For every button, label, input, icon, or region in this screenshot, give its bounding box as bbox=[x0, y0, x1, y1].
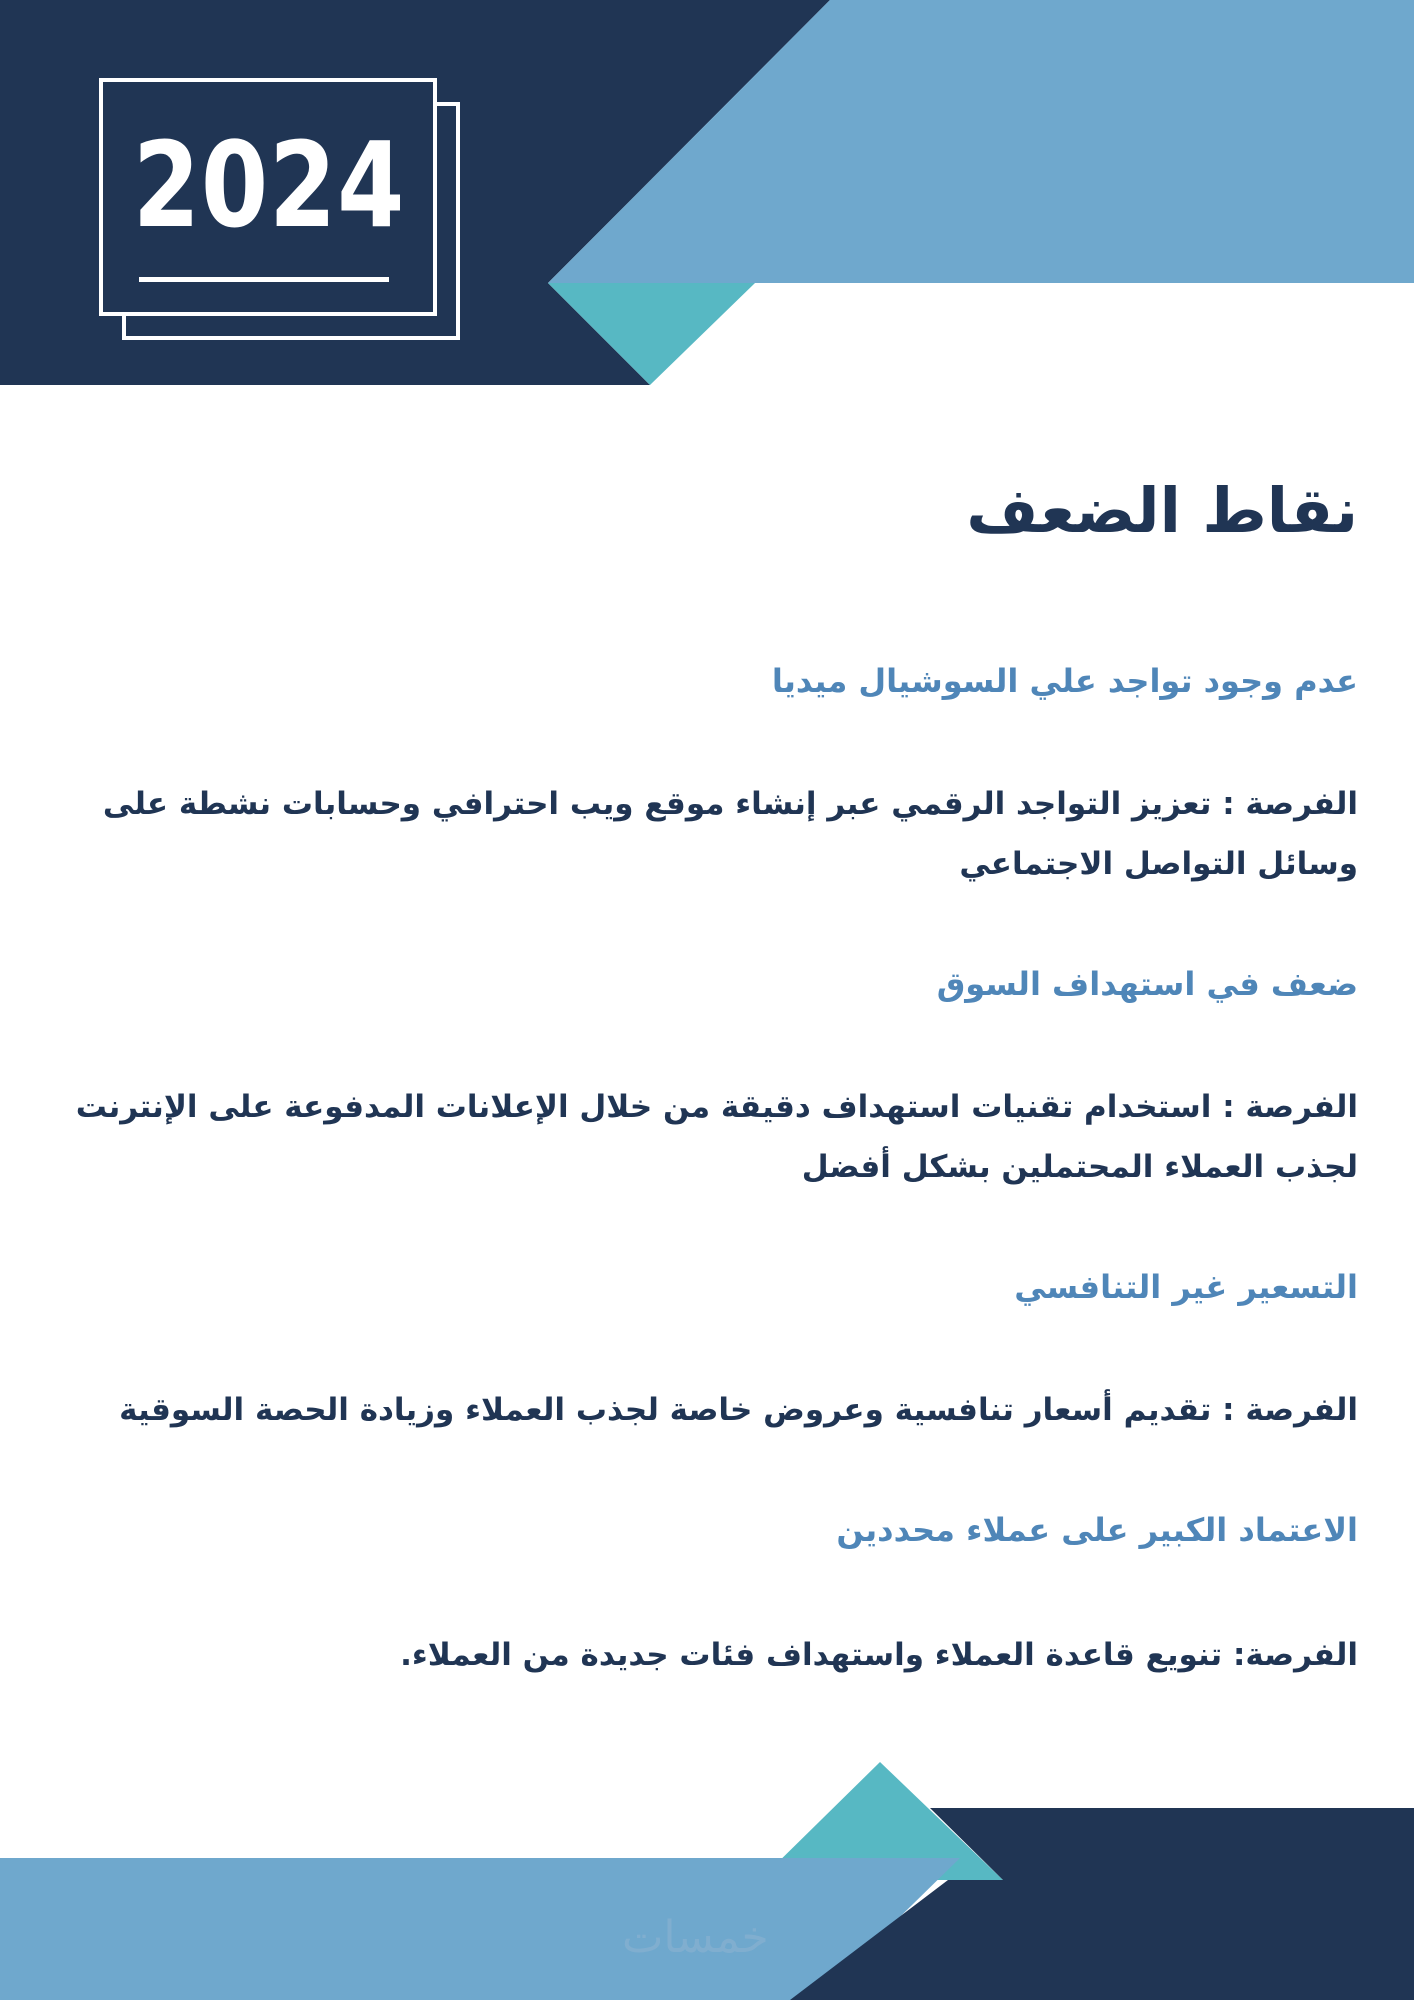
section-opportunity-market-targeting: الفرصة : استخدام تقنيات استهداف دقيقة من خلال الإعلانات المدفوعة على الإنترنت لجذب العملاء المحتملين بشكل أفضل bbox=[75, 1089, 1358, 1185]
footer-lightblue-shape bbox=[0, 1858, 960, 2000]
year-underline bbox=[139, 277, 389, 282]
year-label: 2024 bbox=[132, 116, 406, 254]
year-badge bbox=[99, 78, 437, 316]
section-opportunity-pricing: الفرصة : تقديم أسعار تنافسية وعروض خاصة لجذب العملاء وزيادة الحصة السوقية bbox=[119, 1392, 1358, 1428]
section-heading-pricing: التسعير غير التنافسي bbox=[1014, 1268, 1358, 1306]
section-opportunity-client-dependency: الفرصة: تنويع قاعدة العملاء واستهداف فئات جديدة من العملاء. bbox=[400, 1637, 1358, 1673]
page-title: نقاط الضعف bbox=[966, 474, 1358, 547]
section-heading-market-targeting: ضعف في استهداف السوق bbox=[936, 965, 1358, 1003]
section-heading-social-media: عدم وجود تواجد علي السوشيال ميديا bbox=[771, 662, 1358, 700]
watermark-logo: خمسات bbox=[622, 1912, 769, 1963]
section-opportunity-social-media: الفرصة : تعزيز التواجد الرقمي عبر إنشاء موقع ويب احترافي وحسابات نشطة على وسائل التواصل الاجتماعي bbox=[102, 786, 1358, 882]
section-heading-client-dependency: الاعتماد الكبير على عملاء محددين bbox=[836, 1511, 1358, 1549]
